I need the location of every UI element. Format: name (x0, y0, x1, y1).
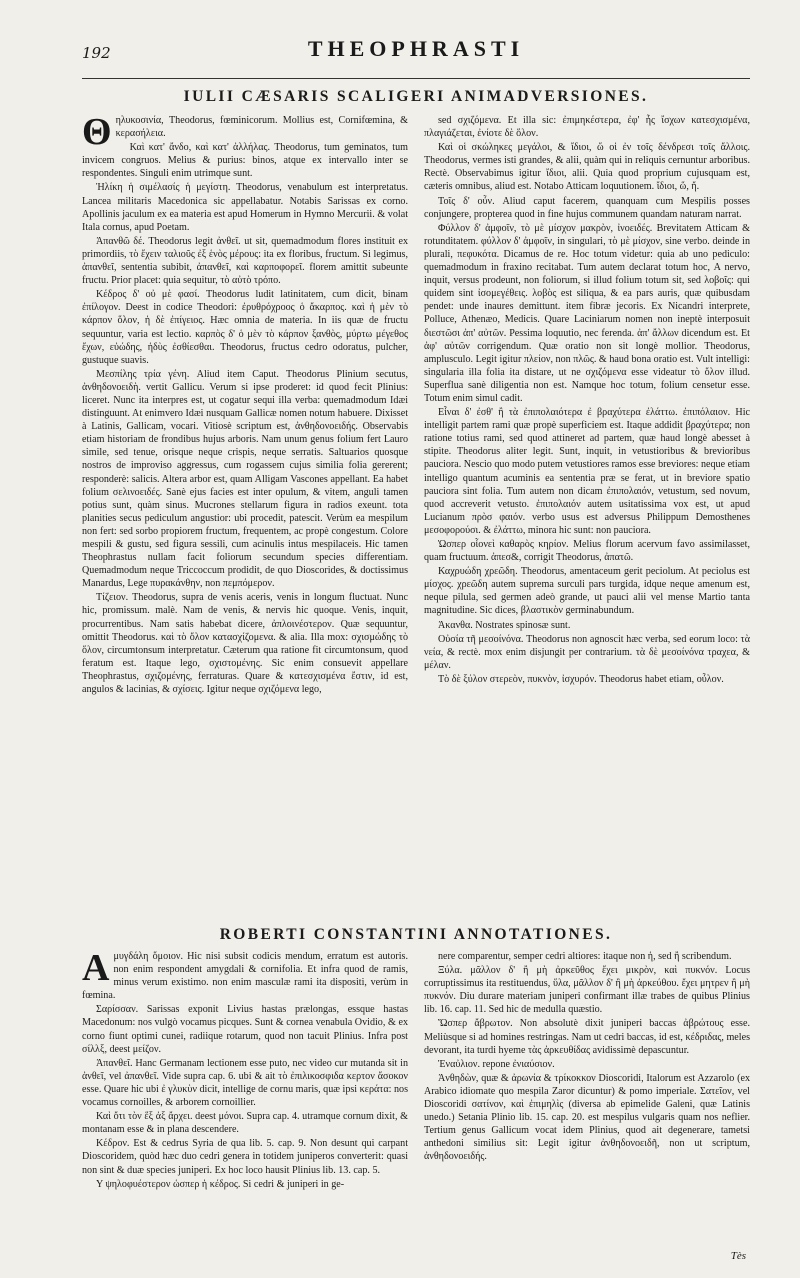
paragraph: sed σχιζόμενα. Et illa sic: ἐπιμηκέστερα, ἐφ' ἧς ἴσχων κατεσχισμένα, πλαγιάζεται, ἐνίοτε δὲ ὅλον. (424, 115, 750, 140)
paragraph: Μεσπίλης τρία γένη. Aliud item Caput. Theodorus Plinium secutus, ἀνθηδονοειδὴ. vertit Gallicu. Verum si ipse proderet: id quod fecit Plinius: liceret. Nunc ita interpres est, ut cogatur sequi illa verba: quemadmodum Idæi distinguunt. At enimvero Idæi nusquam Gallicæ nomen notum habuere. Dixisset à Latinis, Gallicam, vocari. Vitiosè scriptum est, ἀνθηδονοειδής. Observabis etiam historiam de frondibus hujus arboris. Nam unum genus folium fert Lauro simile, sed tenue, orisque neque crispis, neque serratis. Saltuarios quosque nostros de improviso aggressus, cum rogassem cujus similia folia gererent; responderè: salicis. Altera arbor est, quam Alligam Vascones appellant. Ea habet folium σελινοειδές. Sanè ejus facies est inter opulum, & vitem, anguli tamen potius sunt, quàm sinus. Mucrones stellarum figura in radios exeunt. tota planities secus pediculum angustior: ubi procedit, patescit. Verùm ea mespilum non fert: sed sorbo propiorem fructum, frequentem, ac propè congestum. Colore mespili & gustu, sed figura sessili, cum acinulis intus mespilaceis. Hic tamen Theophrastus nullam facit foliorum secundum species differentiam. Quemadmodum neque Triccoccum prodidit, de quo Dioscorides, & doctissimus Manardus, Lege πυρακάνθην, non πεμπόμερον. (82, 368, 408, 590)
section-body-constantini (82, 950, 750, 1246)
paragraph: Ἐναὐλιον. repone ἐνιαύσιον. (438, 1058, 555, 1070)
header-rule (82, 78, 750, 79)
paragraph: μυγδάλη ὅμοιον. Hic nisi subsit codicis mendum, erratum est autoris. non enim respondent amygdali & cornifolia. Et infra quod de ramis, minus verum existimo. non enim masculæ rami ita dispositi, verùm in fœmina. (82, 951, 408, 1002)
section-title-scaliger: IULII CÆSARIS SCALIGERI ANIMADVERSIONES. (183, 88, 649, 105)
paragraph: Σαρίσσαν. Sarissas exponit Livius hastas prælongas, essque hastas Macedonum: nos vulgò vocamus picques. Sunt & cornea venabula Ovidio, & ex corno fiunt optimi cunei, radiique rotarum, quod non tacuit Plinius. Infra post σίλλξ, deest μείζον. (82, 1004, 408, 1055)
paragraph: Τοῖς δ' οὖν. Aliud caput facerem, quanquam cum Mespilis posses conjungere, propterea quod in fine hujus communem quandam naturam narrat. (424, 195, 750, 220)
paragraph: Καχρυώδη χρεῶδη. Theodorus, amentaceum gerit peciolum. At peciolus est μίσχος. χρεῶδη autem suprema surculi pars turgida, idque neque amenum est, neque pilula, sed germen adeò grande, ut pauci alii vel mense Martio tanta magnitudine. Sic dices, βλαστικὸν germinabundum. (424, 566, 750, 617)
paragraph: Καὶ οἱ σκώληκες μεγάλοι, & ἴδιοι, ὥ οἱ ἐν τοῖς δένδρεσι τοῖς ἄλλοις. Theodorus, vermes isti grandes, & alii, quàm qui in reliquis cernuntur arboribus. Rectè. Observabimus igitur ἴδιοι, alii. Quia quod proprium cujusquam est, cæteris omnibus, aliud est. Notabo Atticam loquutionem. ἴδιοι, ὥ, ἤ. (424, 142, 750, 193)
right-column (424, 114, 750, 912)
paragraph: Καὶ ὄτι τὸν ἕξ ἀξ ἄρχει. deest μόνοι. Supra cap. 4. utramque cornum dixit, & montanam esse & in plana descendere. (82, 1111, 408, 1136)
right-column (424, 950, 750, 1246)
paragraph: Ἀπανθεῖ. Hanc Germanam lectionem esse puto, nec video cur mutanda sit in ἀνθεῖ, vel ἀπανθεῖ. Vide supra cap. 6. ubi & ait τὸ ἐπιλικοσφιδα κερτον ἄσοκον esse. Quare hic ubi ἐ γλυκὺν dicit, intellige de cornu maris, quæ ipsi κεράτα: nos vocamus cornoilles, & arborem cornoillier. (82, 1057, 408, 1109)
paragraph: Υ ψηλοφυέστερον ὡσπερ ἡ κέδρος. Si cedri & juniperi in ge- (96, 1178, 345, 1190)
section-title-constantini: ROBERTI CONSTANTINI ANNOTATIONES. (219, 926, 613, 943)
left-column (82, 950, 408, 1246)
drop-capital: Θ (82, 114, 112, 153)
paragraph: Ὥσπερ ἄβρωτον. Non absolutè dixit juniperi baccas ἀβρώτους esse. Meliùsque si ad homines restringas. Nam ut cedri baccas, id est, κέδριδας, meles devorant, ita turdi hyeme τὰς ἀρκευθίδας avidissimè depascuntur. (424, 1018, 750, 1056)
paragraph: nere comparentur, semper cedri altiores: itaque non ἡ, sed ἢ scribendum. (438, 951, 732, 962)
paragraph: Οὐσία τῆ μεσοίνόνα. Theodorus non agnoscit hæc verba, sed eorum loco: τὰ νεία, & rectè. mox enim disjungit per contrarium. τὰ δὲ μεσοίνόνα τραχεα, & μέλαν. (424, 633, 750, 671)
section-body-scaliger (82, 114, 750, 912)
book-title: THEOPHRASTI (307, 36, 525, 61)
paragraph: Ὡσπερ οἷονεὶ καθαρὸς κηρίον. Melius florum acervum favo assimilasset, quam fructuum. ἀπεσ&, corrigit Theodorus, ἀπατῶ. (424, 539, 750, 564)
paragraph: Ξύλα. μᾶλλον δ' ἢ μὴ ἀρκεῦθος ἔχει μικρὸν, καὶ πυκνόν. Locus corruptissimus ita restituendus, ὕλα, μᾶλλον δ' ἢ μὴ ἀρκεύθου. ἔχει μητρεν ἢ μὴ πυκνόν. Diu durare materiam juniperi confirmant illæ trabes de quibus Plinius lib. 16. cap. 11. Sed hic de medulla quæstio. (424, 965, 750, 1016)
page-number: 192 (82, 44, 111, 62)
drop-capital: A (82, 950, 110, 989)
paragraph: Εἶναι δ' ἐσθ' ἢ τὰ ἐπιπολαιότερα ἐ βραχύτερα ἐλάττω. ἐπιπόλαιον. Hic intelligit partem rami quæ propè superficiem est. Itaque addidit βραχύτερα; non ratione totius rami, sed quod attineret ad partem, quæ haud longè abesset à stipite. Theodorus aliter legit. Sunt, inquit, in vetustioribus & brevioribus pauciora. Nescio quo modo putem vetustiores ramos esse breviores: neque etiam intelligo quantum acuminis ea sententia præ se ferat, ut in breviore spatio pauciora sint folia. Tum autem non dicam ἐπιπολαιόν, vetustum, sed novum, quod accreverit vetusto. ἐπιπολαιόν autem usitatissima vox est, ut apud Lucianum πρὸσ φαιόν. verbo usus est adversus Philippum Demosthenes μεσοφορούσι. & ἐλάττω, minora hic sunt: non pauciora. (424, 407, 750, 536)
paragraph: Ἠλίκη ἡ σιμέλασίς ἡ μεγίστη. Theodorus, venabulum est interpretatus. Lancea militaris Macedonica sic appellabatur. Notabis Sarissas ex corno. Apollinis jaculum ex ea materia est apud Homerum in Hymno Mercurii. & volat Itala cornus, apud Poetam. (82, 182, 408, 233)
paragraph: Τὸ δὲ ξύλον στερεὸν, πυκνὸν, ἰσχυρόν. Theodorus habet etiam, οὖλον. (438, 673, 724, 685)
paragraph: Καὶ κατ' ἄνδο, καὶ κατ' ἀλλήλας. Theodorus, tum geminatos, tum invicem congruos. Melius & purius: binos, atque ex intervallo inter se respondentes. Singuli enim utrimque sunt. (82, 142, 408, 180)
paragraph: Κέδρον. Est & cedrus Syria de qua lib. 5. cap. 9. Non desunt qui carpant Dioscoridem, quòd hæc duo cedri genera in totidem juniperos converterit: quasi non sint & duæ species juniperi. Ex hoc loco hausit Plinius lib. 13. cap. 5. (82, 1138, 408, 1176)
catchword: Tès (730, 1250, 746, 1262)
paragraph: Τίζειον. Theodorus, supra de venis aceris, venis in longum fluctuat. Nunc hic, promissum. malè. Nam de venis, & nervis hic quoque. Venis, inquit, procurrentibus. Nam satis habebat dicere, ἀπλοινέστερον. Quæ sequuntur, omittit Theodorus. καὶ τὸ ὅλον κατασχίζομενα. & alia. Illa mox: σχισμώδης τὸ ὅλον, circumtonsum interpretatur. Cæterum qua ratione fit circumtonsum, quod feratum est. Itaque lego, σχιστομένης. Sic enim consuevit appellare Theophrastus, σχιζομένης, ferraturas. Quare & κατεσχισμένα ἔστιν, id est, angulos & lacinias, & σχίσεις. Igitur neque σχιζόμενα lego, (82, 592, 408, 696)
paragraph: ηλυκοσινία, Theodorus, fœminicorum. Mollius est, Cornifœmina, & κερασήλεια. (115, 115, 408, 140)
paragraph: Ἀπανθῶ δέ. Theodorus legit ἀνθεῖ. ut sit, quemadmodum flores instituit ex primordiis, τὸ ἔχειν ταλιοῦς ἐξ ἑνὸς μέρους: ita ex floribus, fructum. Si legimus, ἀπανθεῖ, sententia subibit, ἀπανθεῖ, καὶ καρποφορεῖ. florem amittit subeunte fructu. Prior placet: quia sequitur, τὸ αὐτὸ τρόπο. (82, 235, 408, 287)
paragraph: Ἀκανθα. Nostrates spinosæ sunt. (438, 619, 571, 631)
running-head (82, 36, 750, 66)
paragraph: Φύλλον δ' ἀμφοῖν, τὸ μὲ μίσχον μακρὸν, ἰνοειδές. Brevitatem Atticam & rotunditatem. φύλλον δ' ἀμφοῖν, in singulari, τὸ μὲ μίσχον, sine verbo. deinde in plurali, πεφυκότα. Dicamus de re. Hoc totum videtur: quia ab uno pediculo: quemadmodum in fraxino recitabat. Tum autem declarat totum hoc, A nervo, inquit, versus prodeunt, non foliorum, si illud folium totum sit, sed λοβοῖς: qui quidem sint ἰσομεγέθεις. λοβὸς est siliqua, & ea pars auris, quæ quibusdam pendet: unde inaures demittunt. item fibræ jecoris. Ex Nicandri interprete, Polluce, Athenæo, Medicis. Quare Laciniarum nomen non ineptè interposuit διεστῶσι ἀπ' αὐτῶν. Pessima loquutio, nec ferenda. ἀπ' ἄλλων dicendum est. Et ἀφ' αὐτῶν corrigendum. Quæ oratio non sit longè mollior. Theodorus, amplusculo. Legit igitur πλείον, non πλῶς. & haud bona oratio est. Vult intelligi: singularia illa folia ita distare, ut ne σχιζόμενα esse videatur τὸ ὅλον illud. Superflua sanè diligentia non est. Namque hoc totum, folium censetur esse. Totum enim simul cadit. (424, 222, 750, 404)
paragraph: Ἀνθηδὼν, quæ & ἀρωνία & τρίκοκκον Dioscoridi, Italorum est Azzarolo (ex Arabico idiomate quo mespila Zaror dicuntur) & pomo imperiale. Σατεῖον, vel Dioscoridi σατίνον, καὶ ἐπιμηλὶς (diversa ab epimelide Galeni, quæ Latinis unedo.) Setania Plinio lib. 15. cap. 20. est mespilus vulgaris quam nos neflier. Tertium genus Gallicum vocat idem Plinius, quod ait degenerare, tametsi anthedoni similius sit: Legit igitur ἀνθηδονοειδῆ, non ut scriptum, ἀνθηδονοειδής. (424, 1072, 750, 1163)
left-column (82, 114, 408, 912)
paragraph: Κέδρος δ' οὐ μὲ φασί. Theodorus ludit latinitatem, cum dicit, binam ἐπίλογον. Deest in codice Theodori: ἐρυθρόχροος ὁ ἄκαρπος. καὶ ἡ μὲν τὸ κάρπον ὅλον, ἡ δὲ ἐπίγειος. Hæc omnia de materia. In iis quæ de fructu sequuntur, varia est lectio. καρπὸς δ' ὁ μὲν τὸ κάρπον ξανθὸς, μύρτω μέγεθος ἔχων, εὐώδης, ἡδὺς ἐσθίεσθαι. Theodorus, fructus cedro odoratus, pulcher, gustuque suavis. (82, 289, 408, 366)
